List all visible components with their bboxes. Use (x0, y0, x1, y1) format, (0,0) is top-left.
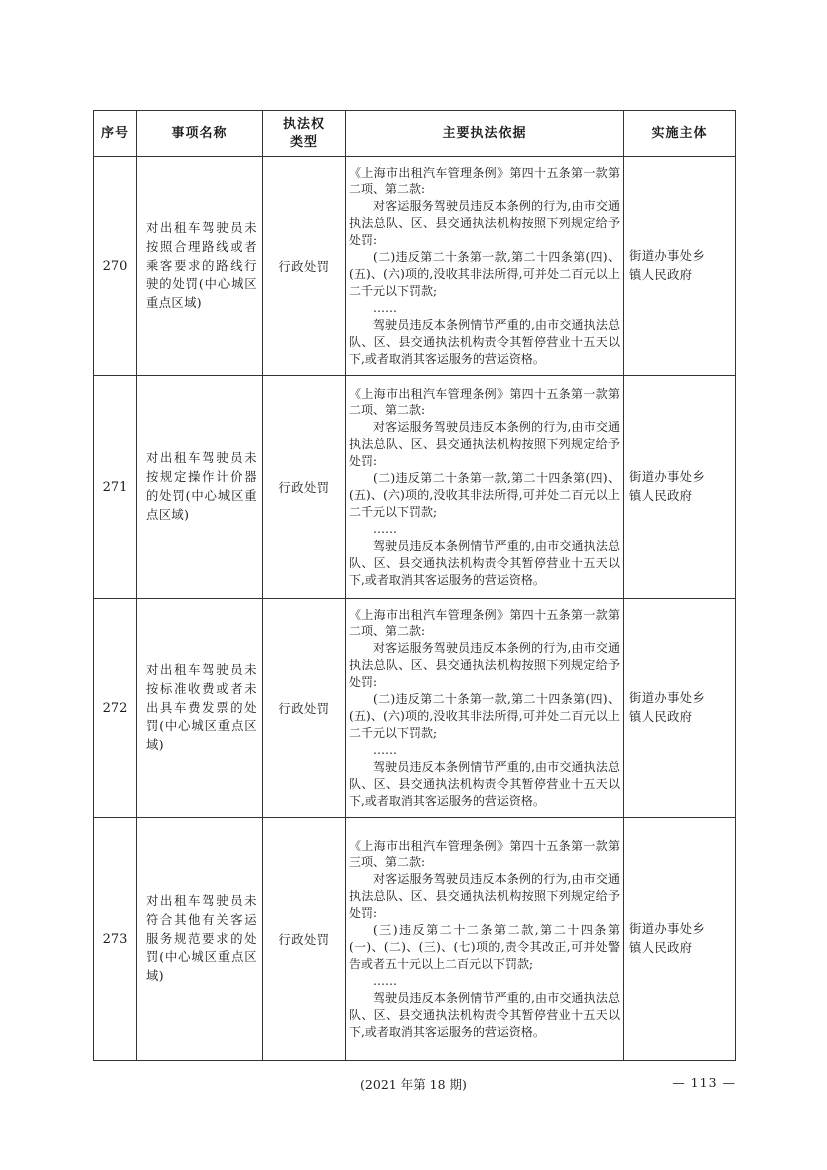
header-basis: 主要执法依据 (346, 111, 624, 157)
basis-paragraph: 驾驶员违反本条例情节严重的,由市交通执法总队、区、县交通执法机构责令其暂停营业十五天以下,或者取消其客运服务的营运资格。 (349, 538, 620, 587)
item-name-cell (137, 818, 263, 1061)
basis-paragraph: (二)违反第二十条第一款,第二十四条第(四)、(五)、(六)项的,没收其非法所得,可并处二百元以上二千元以下罚款; (349, 471, 620, 519)
header-type-label: 执法权类型 (282, 116, 325, 150)
legal-basis-cell (346, 818, 624, 1061)
item-name-cell (137, 157, 263, 376)
basis-citation: 《上海市出租汽车管理条例》第四十五条第一款第二项、第二款: (349, 386, 620, 418)
basis-ellipsis: …… (373, 973, 397, 988)
enforcement-type: 行政处罚 (263, 157, 346, 376)
header-no: 序号 (94, 111, 137, 157)
basis-paragraph: 对客运服务驾驶员违反本条例的行为,由市交通执法总队、区、县交通执法机构按照下列规定给予处罚: (349, 420, 620, 469)
basis-paragraph: 驾驶员违反本条例情节严重的,由市交通执法总队、区、县交通执法机构责令其暂停营业十五天以下,或者取消其客运服务的营运资格。 (349, 759, 620, 808)
page-number: — 113 — (672, 1075, 736, 1090)
enforcement-type: 行政处罚 (263, 818, 346, 1061)
implementing-body-cell (624, 599, 736, 818)
item-name-cell (137, 376, 263, 599)
implementing-body: 街道办事处乡镇人民政府 (629, 249, 706, 282)
implementing-body-cell (624, 157, 736, 376)
legal-basis (346, 165, 623, 368)
table-row (94, 157, 736, 376)
basis-ellipsis: …… (373, 742, 397, 757)
basis-paragraph: (三)违反第二十二条第二款,第二十四条第(一)、(二)、(三)、(七)项的,责令其改正,可并处警告或者五十元以上二百元以下罚款; (349, 923, 620, 971)
row-number: 272 (94, 599, 137, 818)
basis-paragraph: (二)违反第二十条第一款,第二十四条第(四)、(五)、(六)项的,没收其非法所得,可并处二百元以上二千元以下罚款; (349, 250, 620, 298)
row-number: 271 (94, 376, 137, 599)
implementing-body: 街道办事处乡镇人民政府 (629, 922, 706, 955)
legal-basis (346, 386, 623, 589)
basis-citation: 《上海市出租汽车管理条例》第四十五条第一款第二项、第二款: (349, 607, 620, 639)
basis-ellipsis: …… (373, 300, 397, 315)
legal-basis-cell (346, 157, 624, 376)
basis-paragraph: 对客运服务驾驶员违反本条例的行为,由市交通执法总队、区、县交通执法机构按照下列规定给予处罚: (349, 199, 620, 248)
basis-paragraph: 对客运服务驾驶员违反本条例的行为,由市交通执法总队、区、县交通执法机构按照下列规定给予处罚: (349, 872, 620, 921)
table-row (94, 376, 736, 599)
header-body: 实施主体 (624, 111, 736, 157)
item-name: 对出租车驾驶员未符合其他有关客运服务规范要求的处罚(中心城区重点区域) (146, 894, 257, 984)
issue-label: (2021 年第 18 期) (360, 1077, 467, 1092)
basis-paragraph: 驾驶员违反本条例情节严重的,由市交通执法总队、区、县交通执法机构责令其暂停营业十五天以下,或者取消其客运服务的营运资格。 (349, 990, 620, 1039)
row-number: 270 (94, 157, 137, 376)
basis-citation: 《上海市出租汽车管理条例》第四十五条第一款第三项、第二款: (349, 838, 620, 870)
header-name: 事项名称 (137, 111, 263, 157)
item-name: 对出租车驾驶员未按规定操作计价器的处罚(中心城区重点区域) (146, 451, 257, 522)
item-name: 对出租车驾驶员未按标准收费或者未出具车费发票的处罚(中心城区重点区域) (146, 663, 257, 753)
basis-paragraph: (二)违反第二十条第一款,第二十四条第(四)、(五)、(六)项的,没收其非法所得,可并处二百元以上二千元以下罚款; (349, 692, 620, 740)
enforcement-type: 行政处罚 (263, 599, 346, 818)
legal-basis (346, 607, 623, 810)
basis-paragraph: 驾驶员违反本条例情节严重的,由市交通执法总队、区、县交通执法机构责令其暂停营业十五天以下,或者取消其客运服务的营运资格。 (349, 317, 620, 366)
legal-basis-cell (346, 376, 624, 599)
basis-ellipsis: …… (373, 521, 397, 536)
implementing-body-cell (624, 818, 736, 1061)
implementing-body: 街道办事处乡镇人民政府 (629, 470, 706, 503)
header-type (263, 111, 346, 157)
table-row (94, 599, 736, 818)
basis-paragraph: 对客运服务驾驶员违反本条例的行为,由市交通执法总队、区、县交通执法机构按照下列规定给予处罚: (349, 641, 620, 690)
legal-basis (346, 838, 623, 1041)
item-name: 对出租车驾驶员未按照合理路线或者乘客要求的路线行驶的处罚(中心城区重点区域) (146, 221, 257, 311)
implementing-body: 街道办事处乡镇人民政府 (629, 691, 706, 724)
legal-basis-cell (346, 599, 624, 818)
row-number: 273 (94, 818, 137, 1061)
item-name-cell (137, 599, 263, 818)
table-row (94, 818, 736, 1061)
enforcement-type: 行政处罚 (263, 376, 346, 599)
implementing-body-cell (624, 376, 736, 599)
enforcement-table (93, 110, 736, 1061)
table-header-row (94, 111, 736, 157)
basis-citation: 《上海市出租汽车管理条例》第四十五条第一款第二项、第二款: (349, 165, 620, 197)
